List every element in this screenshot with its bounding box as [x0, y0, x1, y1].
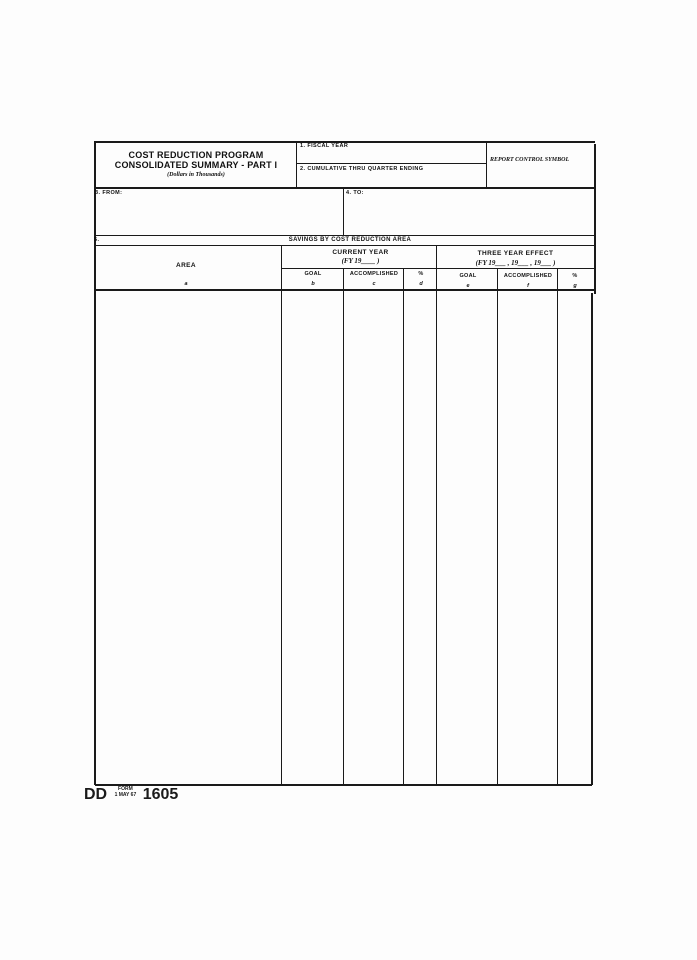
report-control-symbol-label: REPORT CONTROL SYMBOL — [490, 157, 570, 163]
accomplished-header-current: ACCOMPLISHED — [349, 271, 399, 277]
form-date: 1 MAY 67 — [114, 792, 137, 798]
column-letter-e: e — [466, 283, 470, 289]
section-number: 5. — [94, 237, 100, 243]
column-letter-b: b — [311, 281, 315, 287]
from-label: 3. FROM: — [95, 190, 123, 196]
to-label: 4. TO: — [346, 190, 364, 196]
fiscal-year-label: 1. FISCAL YEAR — [300, 143, 349, 149]
three-year-effect-header: THREE YEAR EFFECT — [477, 250, 554, 257]
form-title-line2: CONSOLIDATED SUMMARY - PART I — [114, 160, 278, 170]
goal-header-three-year: GOAL — [459, 273, 477, 279]
column-letter-a: a — [184, 281, 188, 287]
column-letter-f: f — [527, 283, 529, 289]
area-header: AREA — [175, 262, 197, 269]
accomplished-header-three-year: ACCOMPLISHED — [503, 273, 553, 279]
three-year-effect-fy: (FY 19___ , 19___ , 19___ ) — [475, 259, 556, 267]
form-subtitle: (Dollars in Thousands) — [167, 172, 225, 178]
current-year-header: CURRENT YEAR — [332, 249, 389, 256]
savings-section-title: SAVINGS BY COST REDUCTION AREA — [288, 237, 412, 243]
column-letter-g: g — [573, 283, 577, 289]
percent-header-current: % — [418, 271, 424, 277]
form-number-footer — [84, 786, 178, 804]
form-prefix: DD — [84, 786, 108, 803]
form-word: FORM — [118, 786, 133, 792]
form-number: 1605 — [142, 786, 179, 803]
percent-header-three-year: % — [572, 273, 578, 279]
column-letter-c: c — [372, 281, 376, 287]
cumulative-label: 2. CUMULATIVE THRU QUARTER ENDING — [300, 166, 424, 172]
dd-form-1605 — [85, 138, 596, 786]
form-title-line1: COST REDUCTION PROGRAM — [128, 150, 264, 160]
column-letter-d: d — [419, 281, 423, 287]
goal-header-current: GOAL — [304, 271, 322, 277]
current-year-fy: (FY 19____ ) — [341, 257, 380, 265]
